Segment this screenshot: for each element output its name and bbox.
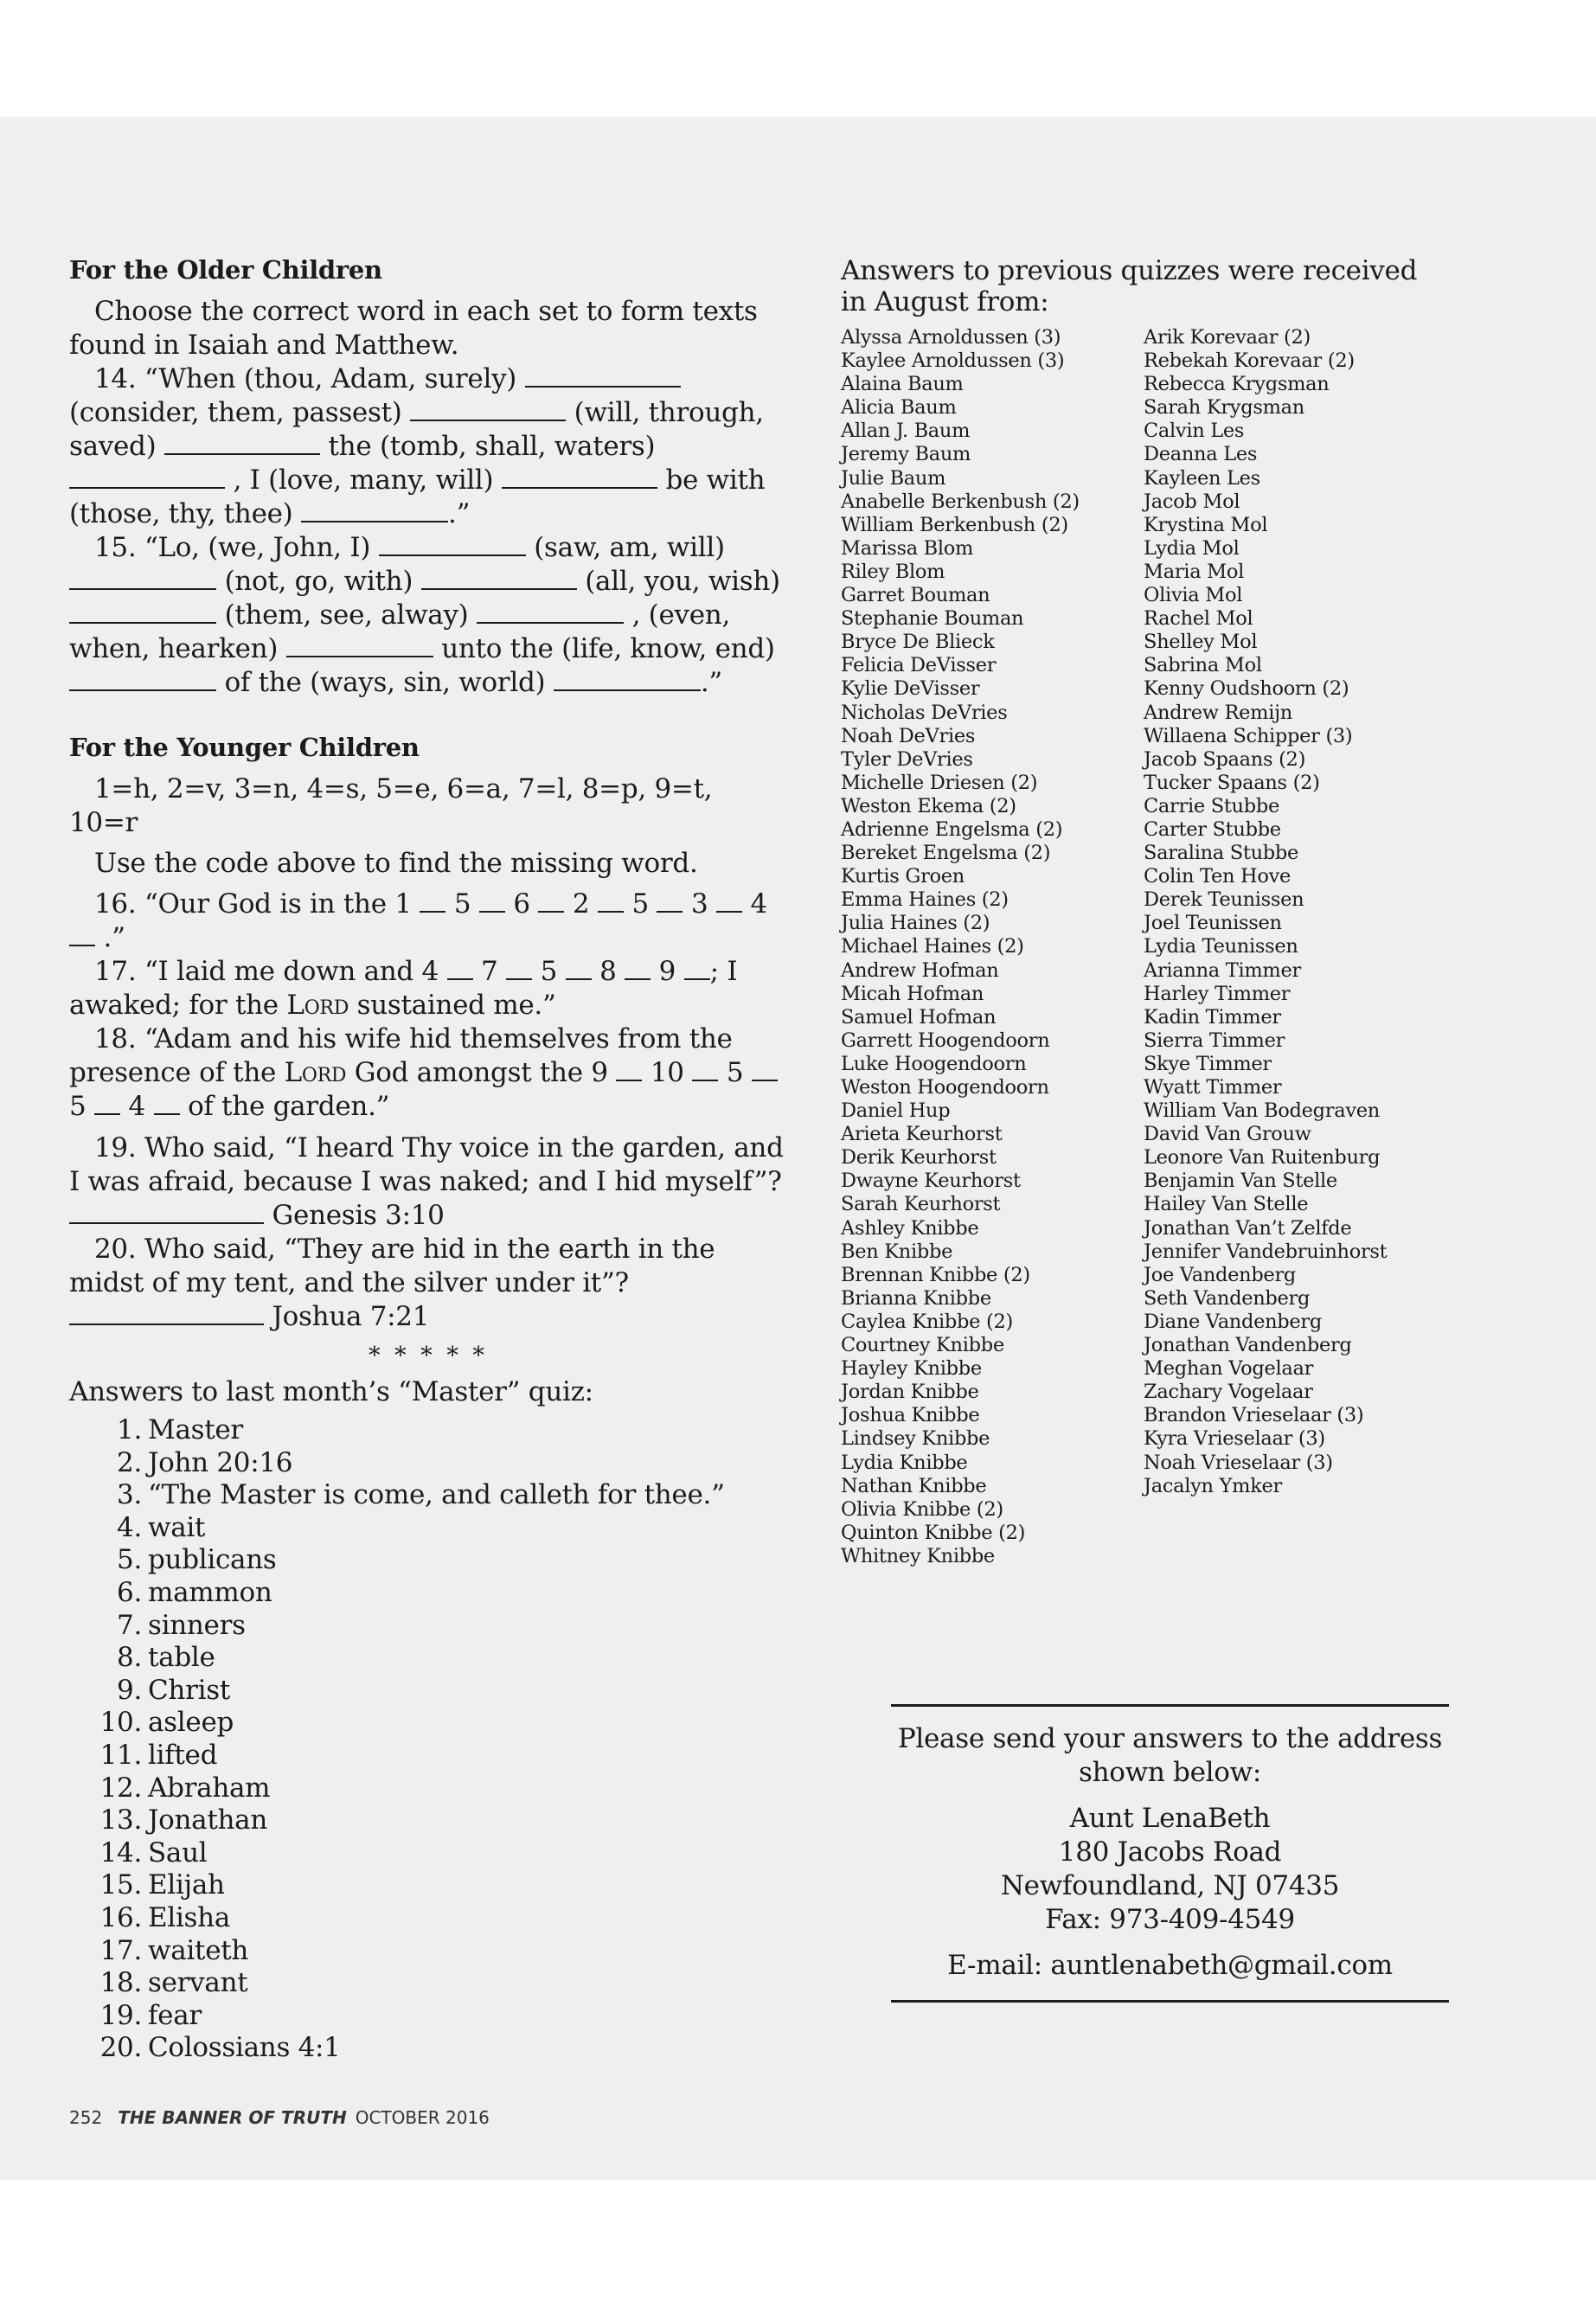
respondent-name: Shelley Mol: [1144, 631, 1258, 654]
letter-blank[interactable]: [479, 892, 505, 913]
respondent-name: Anabelle Berkenbush (2): [841, 490, 1080, 513]
respondent-name: Kyra Vrieselaar (3): [1144, 1427, 1325, 1451]
respondent-name: Jordan Knibbe: [841, 1381, 979, 1404]
address-intro: Please send your answers to the address shown below:: [897, 1723, 1443, 1788]
address-email[interactable]: E-mail: auntlenabeth@gmail.com: [947, 1950, 1393, 1981]
older-intro: Choose the correct word in each set to form texts found in Isaiah and Matthew.: [69, 296, 758, 361]
answer-item: [69, 1967, 787, 2000]
respondent-name: Dwayne Keurhorst: [841, 1170, 1021, 1193]
question-15: 15. “Lo, (we, John, I) (saw, am, will) (not, go, with) (all, you, wish) (them, see, alway) , (even, when, hearken) unto the (life, know, end) of the (ways, sin, world) .”: [69, 532, 780, 698]
respondent-name: Leonore Van Ruitenburg: [1144, 1146, 1381, 1170]
answer-blank[interactable]: [554, 670, 701, 691]
answer-item: [69, 1479, 787, 1512]
question-19: 19. Who said, “I heard Thy voice in the garden, and I was afraid, because I was naked; and I hid myself”? Genesis 3:10: [69, 1132, 784, 1231]
answer-text: “The Master is come, and calleth for thee.”: [148, 1479, 725, 1511]
respondent-name: Quinton Knibbe (2): [841, 1521, 1026, 1544]
respondent-name: Kaylee Arnoldussen (3): [841, 349, 1065, 373]
respondent-name: Marissa Blom: [841, 536, 974, 560]
respondent-name: Riley Blom: [841, 560, 945, 583]
respondent-name: Courtney Knibbe: [841, 1334, 1004, 1357]
answer-text: publicans: [148, 1544, 277, 1576]
code-key: 1=h, 2=v, 3=n, 4=s, 5=e, 6=a, 7=l, 8=p, 9=t, 10=r: [69, 773, 713, 838]
answer-text: fear: [148, 1999, 202, 2031]
respondent-name: Joshua Knibbe: [841, 1404, 980, 1427]
answer-item: [69, 1447, 787, 1480]
answer-number: 13.: [99, 1804, 142, 1836]
letter-blank[interactable]: [69, 926, 95, 946]
respondent-name: Arik Korevaar (2): [1144, 326, 1311, 349]
answer-item: [69, 1544, 787, 1577]
answer-item: [69, 1902, 787, 1935]
answer-number: 10.: [99, 1707, 142, 1739]
respondent-name: Kadin Timmer: [1144, 1005, 1281, 1029]
respondent-name: Sabrina Mol: [1144, 654, 1262, 677]
answer-number: 11.: [99, 1739, 142, 1771]
younger-children-heading: For the Younger Children: [69, 733, 420, 762]
respondent-name: Derek Teunissen: [1144, 888, 1304, 912]
respondent-name: Micah Hofman: [841, 982, 984, 1005]
answer-item: [69, 1772, 787, 1805]
answer-item: [69, 1675, 787, 1708]
respondent-name: Lydia Knibbe: [841, 1451, 968, 1474]
respondent-name: Lindsey Knibbe: [841, 1427, 990, 1451]
received-title: Answers to previous quizzes were received in August from:: [841, 255, 1418, 317]
answer-text: Saul: [148, 1836, 208, 1868]
letter-blank[interactable]: [684, 959, 710, 980]
answer-item: [69, 1935, 787, 1968]
respondent-name: Sarah Krygsman: [1144, 396, 1304, 420]
answer-text: Jonathan: [148, 1804, 268, 1836]
respondent-name: Seth Vandenberg: [1144, 1286, 1311, 1310]
respondent-name: William Berkenbush (2): [841, 513, 1068, 536]
question-14: 14. “When (thou, Adam, surely) (consider, them, passest) (will, through, saved) the (tomb, shall, waters) , I (love, many, will) be with (those, thy, thee) .”: [69, 363, 766, 529]
respondent-name: Jacob Mol: [1144, 490, 1240, 513]
respondent-name: Zachary Vogelaar: [1144, 1381, 1313, 1404]
respondent-name: Tucker Spaans (2): [1144, 771, 1320, 794]
address-box: [891, 1704, 1449, 2003]
answer-text: wait: [148, 1511, 206, 1543]
respondent-name: Brandon Vrieselaar (3): [1144, 1404, 1364, 1427]
answer-number: 1.: [117, 1414, 142, 1445]
respondent-name: Carter Stubbe: [1144, 817, 1281, 841]
respondent-name: Alicia Baum: [841, 396, 957, 420]
respondent-name: Tyler DeVries: [841, 747, 973, 771]
respondent-name: Kylie DeVisser: [841, 677, 980, 701]
older-children-heading: For the Older Children: [69, 255, 382, 285]
address-city: Newfoundland, NJ 07435: [1000, 1870, 1340, 1901]
respondent-name: Brennan Knibbe (2): [841, 1263, 1030, 1286]
address-fax: Fax: 973-409-4549: [1045, 1904, 1295, 1935]
magazine-title: THE BANNER OF TRUTH: [118, 2107, 347, 2128]
answer-text: lifted: [148, 1739, 218, 1771]
respondent-name: Rachel Mol: [1144, 607, 1253, 631]
respondent-name: Adrienne Engelsma (2): [841, 817, 1063, 841]
respondent-name: Weston Hoogendoorn: [841, 1076, 1049, 1099]
letter-blank[interactable]: [506, 959, 532, 980]
respondent-name: Garrett Hoogendoorn: [841, 1029, 1050, 1052]
last-month-answers: [69, 1414, 787, 2065]
question-20: 20. Who said, “They are hid in the earth in the midst of my tent, and the silver under it”? Joshua 7:21: [69, 1234, 715, 1332]
respondent-name: Kayleen Les: [1144, 466, 1260, 490]
respondent-name: Krystina Mol: [1144, 513, 1268, 536]
respondent-name: Willaena Schipper (3): [1144, 724, 1353, 747]
respondent-name: Lydia Mol: [1144, 536, 1240, 560]
respondent-name: Lydia Teunissen: [1144, 935, 1298, 958]
answer-text: Master: [148, 1414, 243, 1445]
letter-blank[interactable]: [657, 892, 683, 913]
respondent-name: Olivia Knibbe (2): [841, 1497, 1003, 1521]
names-column-2: [1144, 326, 1446, 1568]
answer-blank[interactable]: [164, 434, 320, 455]
answer-text: sinners: [148, 1609, 246, 1641]
respondent-name: Colin Ten Hove: [1144, 865, 1292, 888]
answer-blank[interactable]: [477, 603, 624, 624]
answer-text: Abraham: [148, 1772, 271, 1804]
respondent-name: Rebekah Korevaar (2): [1144, 349, 1355, 373]
answer-number: 5.: [117, 1544, 142, 1576]
answer-blank[interactable]: [69, 569, 216, 590]
answer-number: 3.: [117, 1479, 142, 1511]
respondent-name: Jonathan Vandenberg: [1144, 1334, 1352, 1357]
respondent-name: Nathan Knibbe: [841, 1474, 987, 1497]
names-list: [841, 326, 1446, 1568]
answer-text: John 20:16: [148, 1446, 293, 1478]
answer-number: 12.: [99, 1772, 142, 1804]
page-number: 252: [69, 2107, 103, 2128]
answer-number: 17.: [99, 1934, 142, 1966]
respondent-name: Samuel Hofman: [841, 1005, 997, 1029]
answer-blank[interactable]: [286, 637, 433, 657]
respondent-name: Whitney Knibbe: [841, 1544, 995, 1567]
address-street: 180 Jacobs Road: [1058, 1836, 1282, 1868]
respondent-name: Arieta Keurhorst: [841, 1123, 1003, 1146]
letter-blank[interactable]: [447, 959, 473, 980]
respondent-name: Emma Haines (2): [841, 888, 1009, 912]
section-separator: * * * * *: [369, 1343, 488, 1369]
answer-blank[interactable]: [69, 1304, 264, 1325]
question-17: 17. “I laid me down and 4 7 5 8 9 ; I awaked; for the Lord sustained me.”: [69, 956, 738, 1021]
respondent-name: Sierra Timmer: [1144, 1029, 1285, 1052]
answer-item: [69, 1610, 787, 1643]
right-column: [841, 255, 1446, 1568]
letter-blank[interactable]: [420, 892, 445, 913]
answer-number: 9.: [117, 1674, 142, 1706]
answer-number: 6.: [117, 1576, 142, 1608]
answer-text: Christ: [148, 1674, 230, 1706]
respondent-name: Caylea Knibbe (2): [841, 1310, 1013, 1333]
answer-blank[interactable]: [69, 1203, 264, 1224]
answer-number: 19.: [99, 1999, 142, 2031]
answer-item: [69, 1804, 787, 1837]
respondent-name: Stephanie Bouman: [841, 607, 1024, 631]
answer-blank[interactable]: [69, 468, 225, 489]
respondent-name: Michelle Driesen (2): [841, 771, 1038, 794]
respondent-name: Benjamin Van Stelle: [1144, 1170, 1337, 1193]
issue-date: OCTOBER 2016: [355, 2107, 490, 2128]
respondent-name: Jacob Spaans (2): [1144, 747, 1306, 771]
answer-text: Elijah: [148, 1869, 225, 1901]
respondent-name: Weston Ekema (2): [841, 794, 1016, 817]
answer-blank[interactable]: [301, 502, 448, 522]
respondent-name: Maria Mol: [1144, 560, 1245, 583]
respondent-name: Luke Hoogendoorn: [841, 1052, 1027, 1075]
respondent-name: Ashley Knibbe: [841, 1216, 979, 1240]
respondent-name: David Van Grouw: [1144, 1123, 1311, 1146]
respondent-name: Alaina Baum: [841, 373, 964, 396]
respondent-name: Derik Keurhorst: [841, 1146, 997, 1170]
respondent-name: Arianna Timmer: [1144, 958, 1301, 982]
respondent-name: Diane Vandenberg: [1144, 1310, 1322, 1333]
page-footer: [69, 2107, 490, 2128]
respondent-name: Joel Teunissen: [1144, 912, 1282, 935]
respondent-name: Sarah Keurhorst: [841, 1193, 1001, 1216]
letter-blank[interactable]: [598, 892, 624, 913]
respondent-name: Jacalyn Ymker: [1144, 1474, 1282, 1497]
respondent-name: Bereket Engelsma (2): [841, 842, 1051, 865]
respondent-name: Garret Bouman: [841, 584, 990, 607]
letter-blank[interactable]: [94, 1094, 120, 1115]
answer-item: [69, 2000, 787, 2033]
respondent-name: Calvin Les: [1144, 420, 1245, 443]
answer-item: [69, 1577, 787, 1610]
answer-blank[interactable]: [379, 535, 526, 556]
answer-item: [69, 1837, 787, 1870]
answer-blank[interactable]: [421, 569, 577, 590]
letter-blank[interactable]: [625, 959, 651, 980]
respondent-name: Kurtis Groen: [841, 865, 965, 888]
respondent-name: Carrie Stubbe: [1144, 794, 1279, 817]
respondent-name: Noah DeVries: [841, 724, 976, 747]
answer-item: [69, 1642, 787, 1675]
respondent-name: Wyatt Timmer: [1144, 1076, 1282, 1099]
last-month-title: Answers to last month’s “Master” quiz:: [69, 1376, 593, 1407]
question-16: 16. “Our God is in the 1 5 6 2 5 3 4 .”: [69, 888, 787, 955]
respondent-name: Rebecca Krygsman: [1144, 373, 1330, 396]
respondent-name: Jeremy Baum: [841, 443, 971, 466]
respondent-name: Julia Haines (2): [841, 912, 990, 935]
respondent-name: Ben Knibbe: [841, 1240, 953, 1263]
question-18: 18. “Adam and his wife hid themselves from the presence of the Lord God amongst the 9 10 5 5 4 of the garden.”: [69, 1022, 787, 1124]
respondent-name: William Van Bodegraven: [1144, 1099, 1380, 1123]
respondent-name: Olivia Mol: [1144, 584, 1243, 607]
respondent-name: Meghan Vogelaar: [1144, 1357, 1314, 1381]
respondent-name: Julie Baum: [841, 466, 946, 490]
answer-text: Elisha: [148, 1901, 231, 1933]
letter-blank[interactable]: [692, 1061, 718, 1081]
respondent-name: Alyssa Arnoldussen (3): [841, 326, 1061, 349]
letter-blank[interactable]: [566, 959, 592, 980]
letter-blank[interactable]: [716, 892, 742, 913]
answer-blank[interactable]: [410, 401, 566, 421]
answer-text: Colossians 4:1: [148, 2032, 341, 2064]
code-instruction: Use the code above to find the missing word.: [94, 848, 698, 879]
answer-text: table: [148, 1642, 215, 1674]
answer-item: [69, 2032, 787, 2065]
respondent-name: Saralina Stubbe: [1144, 842, 1299, 865]
answer-number: 20.: [99, 2032, 142, 2064]
answer-item: [69, 1869, 787, 1902]
answer-blank[interactable]: [525, 367, 681, 388]
answer-number: 7.: [117, 1609, 142, 1641]
respondent-name: Skye Timmer: [1144, 1052, 1272, 1075]
answer-number: 2.: [117, 1446, 142, 1478]
answer-number: 4.: [117, 1511, 142, 1543]
answer-item: [69, 1707, 787, 1740]
answer-number: 16.: [99, 1901, 142, 1933]
respondent-name: Felicia DeVisser: [841, 654, 997, 677]
answer-item: [69, 1740, 787, 1772]
answer-text: mammon: [148, 1576, 272, 1608]
answer-blank[interactable]: [502, 468, 657, 489]
answer-item: [69, 1512, 787, 1545]
address-name: Aunt LenaBeth: [1069, 1803, 1271, 1834]
answer-text: servant: [148, 1967, 248, 1999]
answer-item: [69, 1414, 787, 1447]
answer-text: asleep: [148, 1707, 234, 1739]
letter-blank[interactable]: [616, 1061, 642, 1081]
left-column: [69, 255, 787, 2065]
respondent-name: Brianna Knibbe: [841, 1286, 991, 1310]
respondent-name: Michael Haines (2): [841, 935, 1024, 958]
answer-number: 14.: [99, 1836, 142, 1868]
answer-number: 18.: [99, 1967, 142, 1999]
respondent-name: Jonathan Van’t Zelfde: [1144, 1216, 1352, 1240]
respondent-name: Andrew Remijn: [1144, 701, 1292, 724]
letter-blank[interactable]: [752, 1061, 778, 1081]
answer-text: waiteth: [148, 1934, 249, 1966]
respondent-name: Andrew Hofman: [841, 958, 999, 982]
names-column-1: [841, 326, 1144, 1568]
answer-blank[interactable]: [69, 670, 216, 691]
answer-number: 15.: [99, 1869, 142, 1901]
respondent-name: Harley Timmer: [1144, 982, 1291, 1005]
respondent-name: Allan J. Baum: [841, 420, 971, 443]
respondent-name: Noah Vrieselaar (3): [1144, 1451, 1333, 1474]
respondent-name: Daniel Hup: [841, 1099, 951, 1123]
respondent-name: Bryce De Blieck: [841, 631, 995, 654]
respondent-name: Jennifer Vandebruinhorst: [1144, 1240, 1388, 1263]
answer-blank[interactable]: [69, 603, 216, 624]
respondent-name: Kenny Oudshoorn (2): [1144, 677, 1349, 701]
respondent-name: Hayley Knibbe: [841, 1357, 982, 1381]
answer-number: 8.: [117, 1642, 142, 1674]
letter-blank[interactable]: [538, 892, 564, 913]
respondent-name: Joe Vandenberg: [1144, 1263, 1297, 1286]
respondent-name: Hailey Van Stelle: [1144, 1193, 1309, 1216]
respondent-name: Nicholas DeVries: [841, 701, 1008, 724]
letter-blank[interactable]: [154, 1094, 180, 1115]
respondent-name: Deanna Les: [1144, 443, 1258, 466]
